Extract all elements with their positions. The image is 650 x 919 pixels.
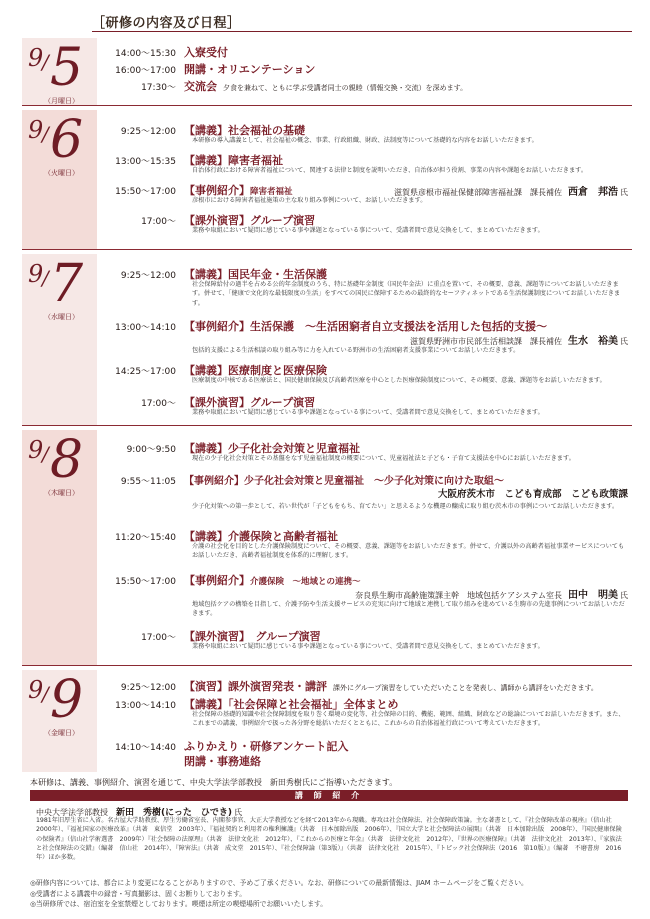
note-item: ◎研修内容については、都合により変更になることがありますので、予めご了承ください。なお、研修についての最新情報は、JIAM ホームページをご覧ください。 bbox=[30, 879, 528, 887]
speaker: 奈良県生駒市高齢施策課主幹 地域包括ケアシステム室長 田中 明美 氏 bbox=[355, 590, 628, 601]
section-title: ［研修の内容及び日程］ bbox=[92, 16, 241, 31]
speaker: 大阪府茨木市 こども育成部 こども政策課 bbox=[437, 489, 628, 500]
instructor-note: 本研修は、講義、事例紹介、演習を通じて、中央大学法学部教授 新田秀樹氏にご指導いただきます。 bbox=[30, 778, 398, 787]
day-block-sep7: 9 / 7 （水曜日） 9:25～12:00 【講義】国民年金・生活保護 社会保障給付の過半を占める公的年金制度のうち、特に基礎年金制度（国民年金法）に重点を置いて、その概要、意義、課題等についてお話しいただきます。併せて、「健康で文化的な最低限度の生活」をすべての国民に保障するための最終的なセーフティネットである生活保護制度についてお話しいただきます。 13:00～14:10 【事例紹介】生活保護 ～生活困窮者自立支援法を活用した包括的支援～ 滋賀県野洲市市民部生活相談課 課長補佐 生水 裕美 氏 包括的支援による生活相談の取り組み等に力を入れている野洲市の生活困窮者支援事業についてお話しいただきます。 14:25～17:00 【講義】医療制度と医療保険 医療制度の中核である医療法と、国民健康保険及び高齢者医療を中心とした医療保険制度について、その概要、意義、課題等をお話しいただきます。 17:00～ 【課外演習】グループ演習 業務や取組において疑問に感じている事や課題となっている事について、受講者間で意見交換をして、まとめていただきます。 bbox=[22, 254, 632, 426]
day-block-sep6: 9 / 6 （火曜日） 9:25～12:00 【講義】社会福祉の基礎 本研修の導入講義として、社会福祉の概念、事業、行政組織、財政、法制度等について基礎的な内容をお話しいただきます。 13:00～15:35 【講義】障害者福祉 自治体行政における障害者福祉について、関連する法律と制度を説明いただき、自治体が担う役割、事業の内容や課題をお話しいただきます。 15:50～17:00 【事例紹介】障害者福祉 滋賀県彦根市福祉保健部障害福祉課 課長補佐 西倉 邦浩 氏 彦根市における障害者福祉施策の主な取り組み事例について、お話しいただきます。 17:00～ 【課外演習】グループ演習 業務や取組において疑問に感じている事や課題となっている事について、受講者間で意見交換をして、まとめていただきます。 bbox=[22, 110, 632, 250]
speaker: 滋賀県彦根市福祉保健部障害福祉課 課長補佐 西倉 邦浩 氏 bbox=[394, 187, 628, 198]
note-item: ◎受講者による講義中の録音・写真撮影は、固くお断りしております。 bbox=[30, 889, 247, 898]
day-block-sep5: 9 / 5 （月曜日） 14:00～15:30 入寮受付 16:00～17:00 開講・オリエンテーション 17:30～ 交流会 夕食を兼ねて、ともに学ぶ受講者同士の親睦（情報交換・交流）を深めます。 bbox=[22, 38, 632, 106]
notes-list bbox=[30, 878, 628, 910]
note-item: ◎当研修所では、宿泊室を全室禁煙としております。喫煙は所定の喫煙場所でお願いいたします。 bbox=[30, 900, 328, 909]
lecturer-bio: 1981年旧厚生省に入省。名古屋大学助教授、厚生労働省室長、内閣参事官、大正大学教授などを経て2013年から現職。専攻は社会保障法、社会保障政策論。主な著書として、『社会保障改革の視座』（信山社 2000年）、『福祉国家の医療改革』（共著 東信堂 2003年）、『福祉契約と利用者の権利擁護』（共著 日本加除出版 2006年）、『国立大学と社会保障法の展開』（共著 日本加除出版 2008年）、『国民健康保険の保険者』（信山社学術選書 2009年）『社会保障の法原理』（共著 法律文化社 2012年）、『これからの医療と年金』（共著 法律文化社 2012年）、『世界の医療保障』（共著 法律文化社 2013年）、『家族法と社会保障法の交錯』（編著 信山社 2014年）、『障害法』（共著 成文堂 2015年）、『社会保障論（第3版）』（共著 法律文化社 2015年）、『トピック社会保障法（2016 第10版）』（編著 不磨書房 2016年）ほか多数。 bbox=[36, 817, 622, 862]
lecturer-section-header: 講 師 紹 介 bbox=[30, 790, 628, 801]
speaker: 滋賀県野洲市市民部生活相談課 課長補佐 生水 裕美 氏 bbox=[410, 336, 628, 347]
lecturer-name: 中央大学法学部教授 新田 秀樹(にった ひでき) 氏 bbox=[36, 808, 243, 818]
day-block-sep8: 9 / 8 （木曜日） 9:00～9:50 【講義】少子化社会対策と児童福祉 現在の少子化社会対策とその基盤をなす児童福祉制度の概要について、児童福祉法と子ども・子育て支援法を中心にお話しいただきます。 9:55～11:05 【事例紹介】少子化社会対策と児童福祉 ～少子化対策に向けた取組～ 大阪府茨木市 こども育成部 こども政策課 少子化対策への第一歩として、若い世代が「子どもをもち、育てたい」と思えるような機運の醸成に取り組む茨木市の事例についてお話しいただきます。 11:20～15:40 【講義】介護保険と高齢者福祉 介護の社会化を目的とした介護保険制度について、その概要、意義、課題等をお話しいただきます。併せて、介護以外の高齢者福祉事業サービスについてもお話しいただき、高齢者福祉制度を体系的に理解します。 15:50～17:00 【事例紹介】介護保険 ～地域との連携～ 奈良県生駒市高齢施策課主幹 地域包括ケアシステム室長 田中 明美 氏 地域包括ケアの構築を目指して、介護予防や生活支援サービスの充実に向けて地域と連携して取り組みを進めている生駒市の先進事例についてお話しいただきます。 17:00～ 【課外演習】 グループ演習 業務や取組において疑問に感じている事や課題となっている事について、受講者間で意見交換をして、まとめていただきます。 bbox=[22, 430, 632, 666]
divider bbox=[92, 31, 632, 32]
day-block-sep9: 9 / 9 （金曜日） 9:25～12:00 【演習】課外演習発表・講評 課外にグループ演習をしていただいたことを発表し、講師から講評をいただきます。 13:00～14:10 【講義】「社会保障と社会福祉」全体まとめ 社会保障の基礎的知識や社会保障制度を取り巻く環境の変化等、社会保障の目的、機能、範囲、組織、財政などの総論についてお話しいただきます。また、これまでの講義、事例紹介で扱った各分野を総括いただくとともに、これからの自治体福祉行政について考えていただきます。 14:10～14:40 ふりかえり・研修アンケート記入 閉講・事務連絡 bbox=[22, 670, 632, 772]
